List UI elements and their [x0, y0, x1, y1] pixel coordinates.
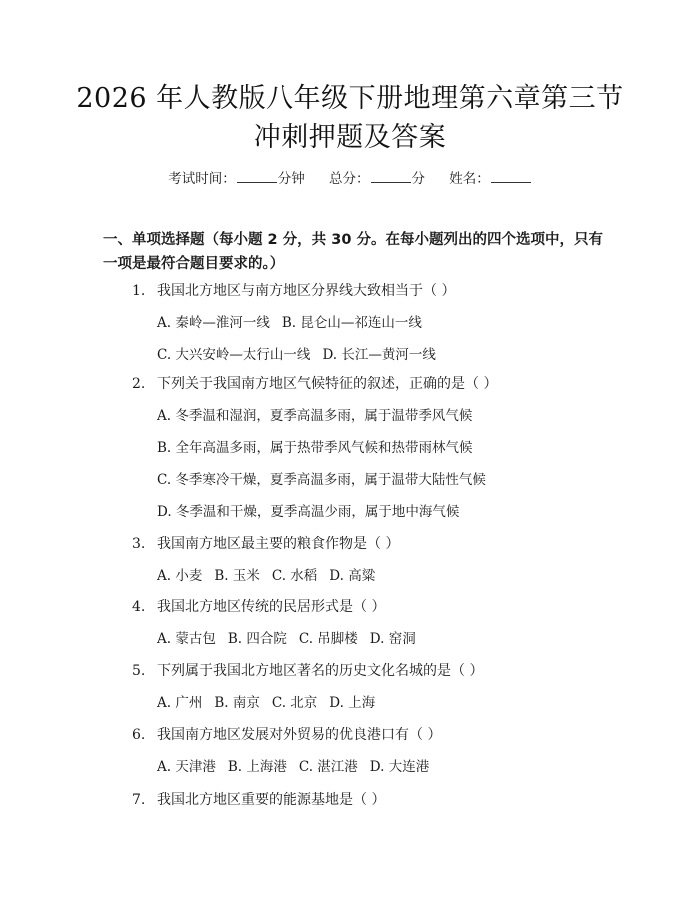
- option-item[interactable]: D. 冬季温和干燥，夏季高温少雨，属于地中海气候: [157, 504, 460, 520]
- total-score-label: 总分：: [329, 171, 370, 187]
- option-item[interactable]: B. 昆仑山—祁连山一线: [281, 315, 422, 331]
- option-item[interactable]: A. 小麦: [157, 568, 203, 584]
- question-text: 下列属于我国北方地区著名的历史文化名城的是（ ）: [157, 663, 484, 679]
- student-name-blank[interactable]: [491, 170, 531, 183]
- option-item[interactable]: D. 上海: [329, 695, 376, 711]
- question-text: 我国北方地区传统的民居形式是（ ）: [157, 599, 386, 615]
- exam-time-label: 考试时间：: [168, 171, 236, 187]
- student-name-label: 姓名：: [449, 171, 490, 187]
- exam-time-field: [168, 170, 305, 188]
- option-item[interactable]: B. 上海港: [227, 759, 287, 775]
- question-number: 2.: [132, 376, 146, 392]
- option-item[interactable]: C. 北京: [271, 695, 318, 711]
- question-2: [132, 374, 497, 394]
- total-score-blank[interactable]: [371, 170, 411, 183]
- option-row: [157, 629, 416, 649]
- option-item[interactable]: D. 窑洞: [369, 631, 416, 647]
- option-row: [157, 502, 459, 522]
- option-item[interactable]: A. 天津港: [157, 759, 216, 775]
- question-text: 我国北方地区重要的能源基地是（ ）: [157, 792, 386, 808]
- student-name-field: [449, 170, 532, 188]
- exam-meta: [0, 170, 700, 188]
- question-number: 1.: [132, 283, 146, 299]
- option-item[interactable]: B. 玉米: [214, 568, 260, 584]
- question-number: 5.: [132, 663, 146, 679]
- option-item[interactable]: A. 冬季温和湿润，夏季高温多雨，属于温带季风气候: [157, 408, 473, 424]
- question-5: [132, 661, 483, 681]
- question-text: 我国南方地区最主要的粮食作物是（ ）: [157, 536, 400, 552]
- question-number: 6.: [132, 727, 146, 743]
- option-item[interactable]: C. 大兴安岭—太行山一线: [157, 347, 311, 363]
- question-3: [132, 534, 399, 554]
- page-title-line2: 冲刺押题及答案: [253, 122, 447, 153]
- option-row: [157, 345, 436, 365]
- option-item[interactable]: C. 吊脚楼: [298, 631, 358, 647]
- question-text: 下列关于我国南方地区气候特征的叙述，正确的是（ ）: [157, 376, 498, 392]
- option-item[interactable]: C. 水稻: [271, 568, 318, 584]
- section-heading: 一、单项选择题（每小题 2 分，共 30 分。在每小题列出的四个选项中，只有一项是最符合题目要求的。）: [103, 232, 603, 272]
- option-row: [157, 406, 472, 426]
- option-item[interactable]: B. 全年高温多雨，属于热带季风气候和热带雨林气候: [157, 440, 473, 456]
- exam-time-unit: 分钟: [277, 171, 305, 187]
- question-text: 我国南方地区发展对外贸易的优良港口有（ ）: [157, 727, 442, 743]
- option-row: [157, 566, 375, 586]
- total-score-unit: 分: [411, 171, 425, 187]
- total-score-field: [329, 170, 425, 188]
- exam-time-blank[interactable]: [237, 170, 277, 183]
- option-item[interactable]: D. 长江—黄河一线: [322, 347, 436, 363]
- option-item[interactable]: A. 蒙古包: [157, 631, 216, 647]
- question-7: [132, 790, 385, 810]
- option-item[interactable]: C. 湛江港: [298, 759, 358, 775]
- question-number: 4.: [132, 599, 146, 615]
- option-item[interactable]: B. 四合院: [227, 631, 287, 647]
- option-item[interactable]: D. 大连港: [369, 759, 430, 775]
- page-title-line1: 2026 年人教版八年级下册地理第六章第三节: [76, 83, 624, 114]
- question-number: 3.: [132, 536, 146, 552]
- option-row: [157, 313, 422, 333]
- option-row: [157, 470, 486, 490]
- option-item[interactable]: A. 广州: [157, 695, 203, 711]
- question-text: 我国北方地区与南方地区分界线大致相当于（ ）: [157, 283, 456, 299]
- question-4: [132, 597, 385, 617]
- option-item[interactable]: B. 南京: [214, 695, 260, 711]
- option-item[interactable]: D. 高粱: [329, 568, 376, 584]
- question-1: [132, 281, 455, 301]
- option-row: [157, 693, 375, 713]
- option-row: [157, 438, 473, 458]
- option-row: [157, 757, 429, 777]
- option-item[interactable]: A. 秦岭—淮河一线: [157, 315, 270, 331]
- option-item[interactable]: C. 冬季寒冷干燥，夏季高温多雨，属于温带大陆性气候: [157, 472, 486, 488]
- question-number: 7.: [132, 792, 146, 808]
- question-6: [132, 725, 441, 745]
